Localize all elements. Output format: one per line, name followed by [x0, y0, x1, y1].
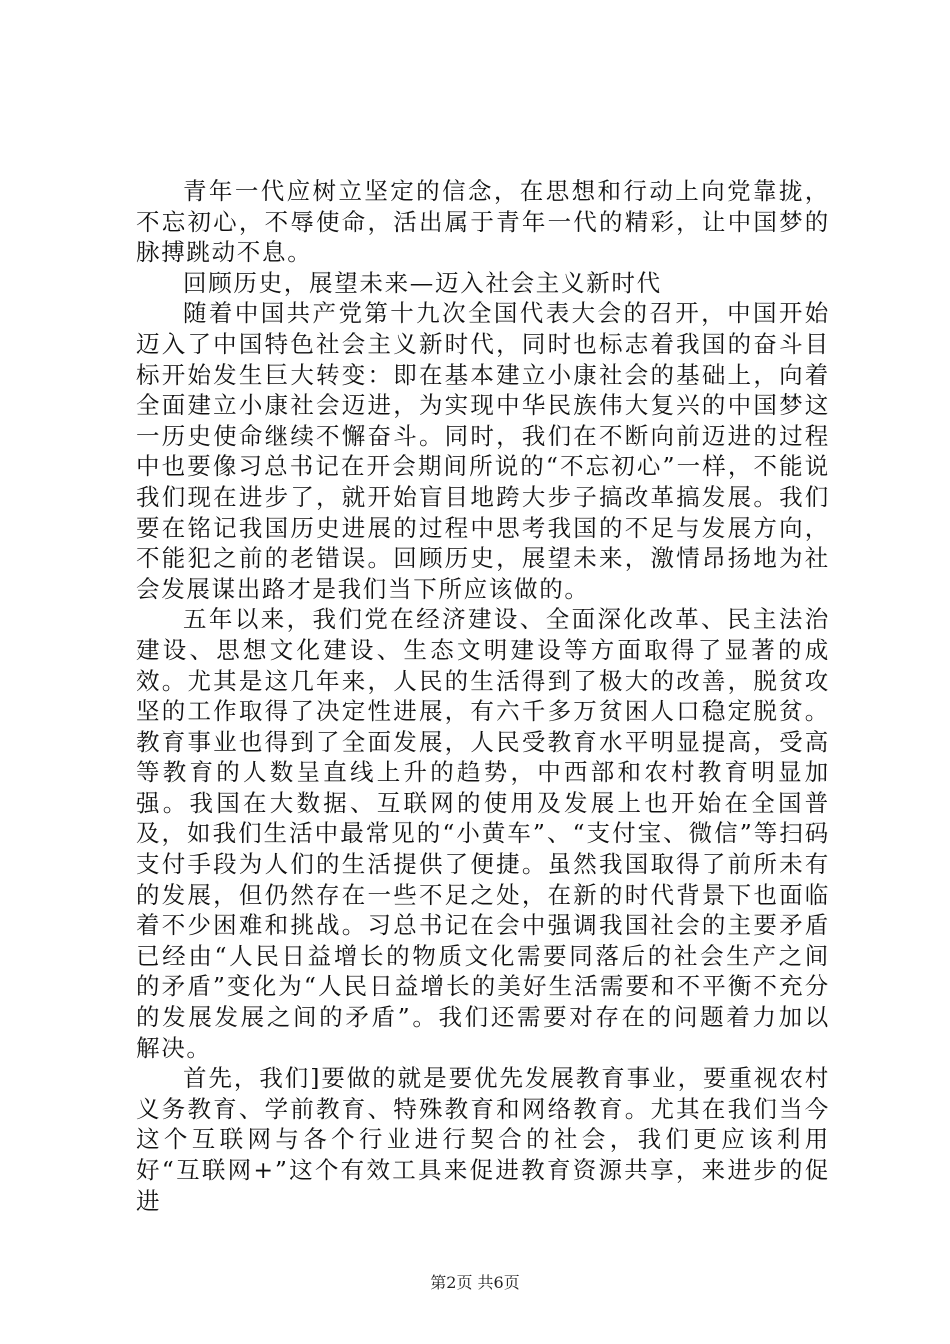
paragraph-new-era: 随着中国共产党第十九次全国代表大会的召开，中国开始迈入了中国特色社会主义新时代，同时也标志着我国的奋斗目标开始发生巨大转变：即在基本建立小康社会的基础上，向着全面建立小康社会迈进，为实现中华民族伟大复兴的中国梦这一历史使命继续不懈奋斗。同时，我们在不断向前迈进的过程中也要像习总书记在开会期间所说的“不忘初心”一样，不能说我们现在进步了，就开始盲目地跨大步子搞改革搞发展。我们要在铭记我国历史进展的过程中思考我国的不足与发展方向，不能犯之前的老错误。回顾历史，展望未来，激情昂扬地为社会发展谋出路才是我们当下所应该做的。: [136, 299, 830, 603]
paragraph-youth-belief: 青年一代应树立坚定的信念，在思想和行动上向党靠拢，不忘初心，不辱使命，活出属于青年一代的精彩，让中国梦的脉搏跳动不息。: [136, 177, 830, 267]
document-body: [136, 176, 830, 1216]
section-heading: 回顾历史，展望未来—迈入社会主义新时代: [183, 268, 662, 297]
paragraph-education: 首先，我们]要做的就是要优先发展教育事业，要重视农村义务教育、学前教育、特殊教育和网络教育。尤其在我们当今这个互联网与各个行业进行契合的社会，我们更应该利用好“互联网+”这个有效工具来促进教育资源共享，来进步的促进: [136, 1064, 830, 1215]
paragraph-five-years: 五年以来，我们党在经济建设、全面深化改革、民主法治建设、思想文化建设、生态文明建设等方面取得了显著的成效。尤其是这几年来，人民的生活得到了极大的改善，脱贫攻坚的工作取得了决定性进展，有六千多万贫困人口稳定脱贫。教育事业也得到了全面发展，人民受教育水平明显提高，受高等教育的人数呈直线上升的趋势，中西部和农村教育明显加强。我国在大数据、互联网的使用及发展上也开始在全国普及，如我们生活中最常见的“小黄车”、“支付宝、微信”等扫码支付手段为人们的生活提供了便捷。虽然我国取得了前所未有的发展，但仍然存在一些不足之处，在新的时代背景下也面临着不少困难和挑战。习总书记在会中强调我国社会的主要矛盾已经由“人民日益增长的物质文化需要同落后的社会生产之间的矛盾”变化为“人民日益增长的美好生活需要和不平衡不充分的发展发展之间的矛盾”。我们还需要对存在的问题着力加以解决。: [136, 605, 830, 1062]
page-number-footer: 第2页 共6页: [430, 1273, 520, 1292]
